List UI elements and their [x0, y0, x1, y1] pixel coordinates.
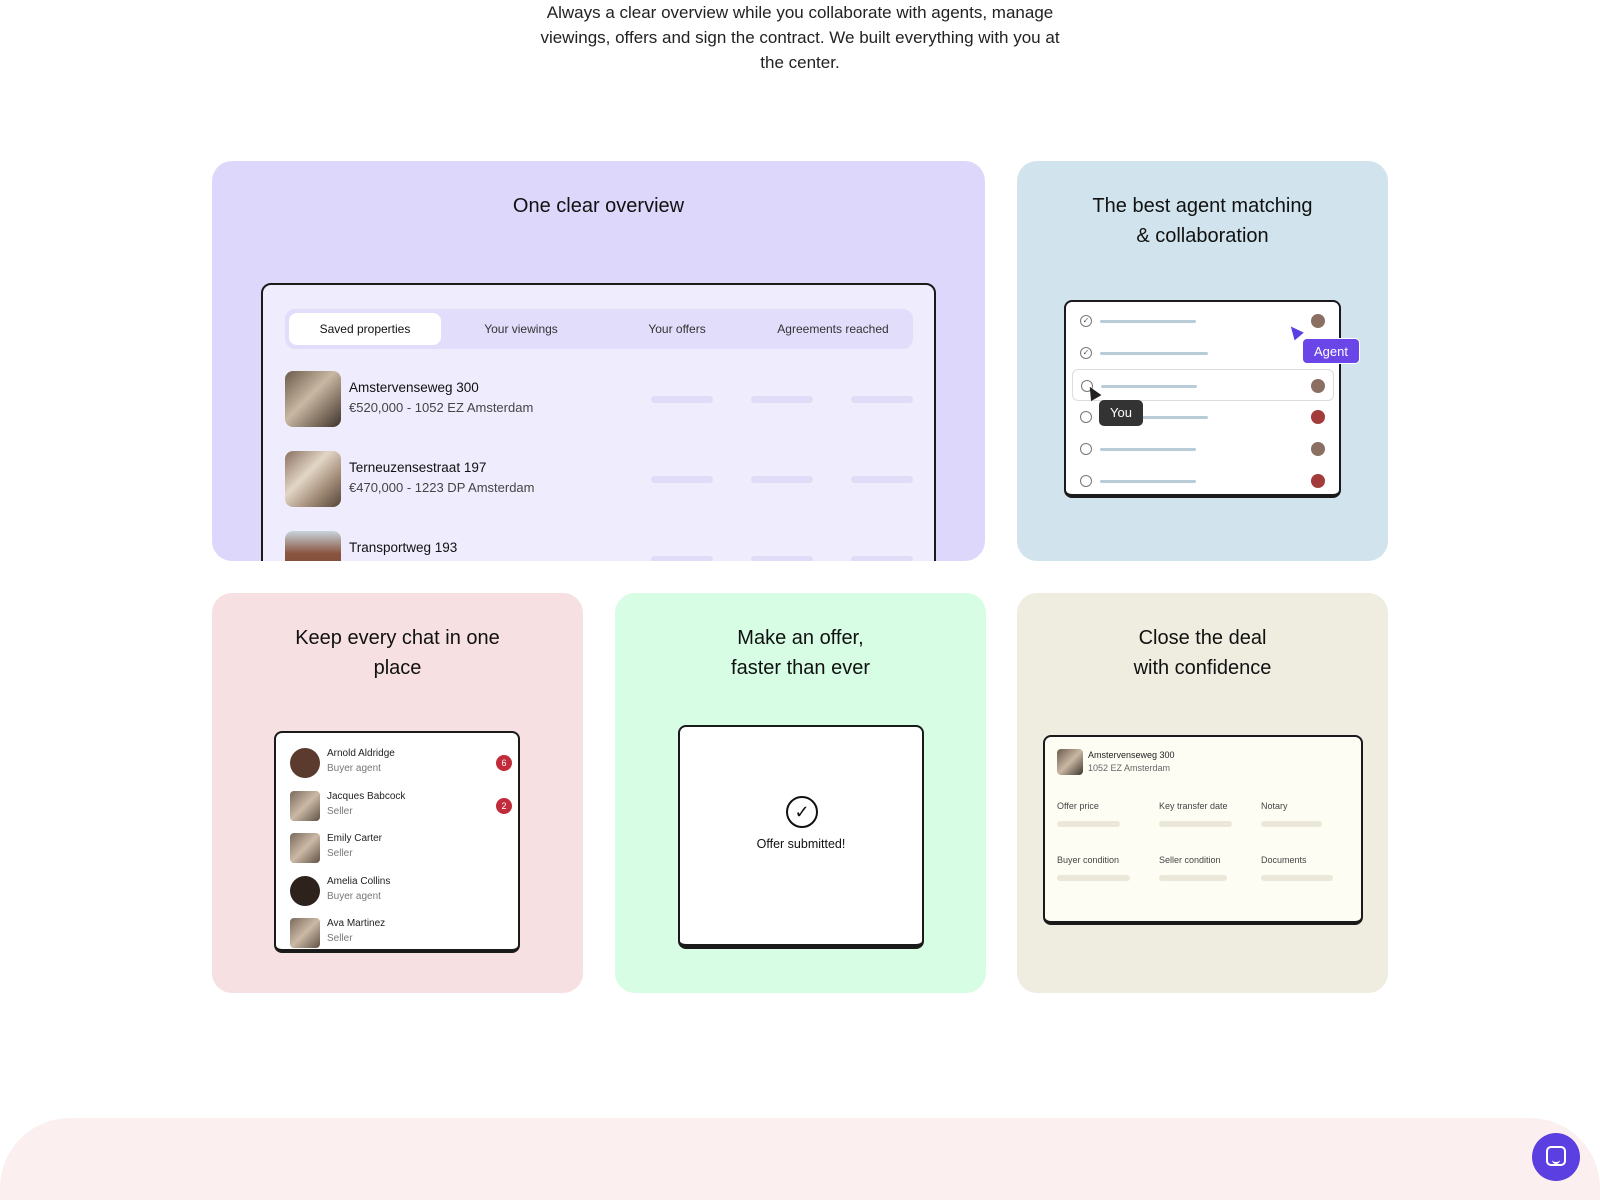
- offer-panel: [678, 725, 924, 949]
- placeholder-bar: [1159, 875, 1227, 881]
- placeholder-bar: [651, 476, 713, 483]
- field-seller-condition: Seller condition: [1159, 855, 1221, 865]
- property-name: Amstervenseweg 300: [349, 380, 479, 395]
- placeholder-bar: [851, 396, 913, 403]
- agent-title-line-2: & collaboration: [1136, 225, 1269, 247]
- placeholder-bar: [851, 476, 913, 483]
- check-circle-icon: ✓: [786, 796, 818, 828]
- placeholder-bar: [1057, 821, 1120, 827]
- offer-status: Offer submitted!: [756, 837, 846, 851]
- contact-name: Ava Martinez: [327, 918, 386, 929]
- task-line: [1100, 320, 1196, 323]
- placeholder-bar: [1057, 875, 1130, 881]
- avatar: [1311, 442, 1325, 456]
- unread-badge: 2: [496, 798, 512, 814]
- chat-item[interactable]: [290, 915, 512, 949]
- placeholder-bar: [1261, 875, 1333, 881]
- contact-name: Arnold Aldridge: [327, 748, 395, 759]
- property-photo: [1057, 749, 1083, 775]
- contact-name: Emily Carter: [327, 833, 383, 844]
- field-buyer-condition: Buyer condition: [1057, 855, 1120, 865]
- deal-title-line-1: Close the deal: [1138, 627, 1267, 649]
- check-circle-icon: ✓: [1080, 347, 1092, 359]
- task-row-highlighted[interactable]: [1072, 369, 1334, 401]
- chat-list: [274, 731, 520, 953]
- avatar: [290, 876, 320, 906]
- deal-card: [1017, 593, 1388, 993]
- property-row[interactable]: [285, 451, 913, 507]
- empty-circle-icon: [1080, 443, 1092, 455]
- contact-role: Buyer agent: [327, 763, 381, 774]
- property-meta: €470,000 - 1223 DP Amsterdam: [349, 480, 535, 495]
- task-row[interactable]: [1066, 465, 1339, 497]
- intro-line-3: the center.: [760, 53, 840, 72]
- property-photo: [285, 451, 341, 507]
- chat-item[interactable]: [290, 873, 512, 907]
- agent-matching-card: [1017, 161, 1388, 561]
- property-row[interactable]: [285, 531, 913, 561]
- overview-tabs: [285, 309, 913, 349]
- avatar: [1311, 314, 1325, 328]
- chat-bubble-icon: [1546, 1146, 1566, 1166]
- contact-role: Seller: [327, 806, 353, 817]
- empty-circle-icon: [1080, 411, 1092, 423]
- property-row[interactable]: [285, 371, 913, 427]
- chat-item[interactable]: [290, 830, 512, 864]
- property-name: Transportweg 193: [349, 540, 458, 555]
- field-key-transfer-date: Key transfer date: [1159, 801, 1228, 811]
- avatar: [290, 833, 320, 863]
- task-row[interactable]: [1066, 337, 1339, 369]
- placeholder-bar: [751, 476, 813, 483]
- agent-title-line-1: The best agent matching: [1092, 195, 1313, 217]
- property-photo: [285, 531, 341, 561]
- field-documents: Documents: [1261, 855, 1307, 865]
- agent-tag: Agent: [1302, 338, 1360, 364]
- bottom-section: [0, 1118, 1600, 1200]
- avatar: [1311, 474, 1325, 488]
- agent-title: [1017, 191, 1388, 251]
- field-notary: Notary: [1261, 801, 1288, 811]
- placeholder-bar: [651, 556, 713, 561]
- overview-card: [212, 161, 985, 561]
- deal-title: [1017, 623, 1388, 683]
- chat-item[interactable]: [290, 745, 512, 779]
- contact-role: Seller: [327, 848, 353, 859]
- offer-title: [615, 623, 986, 683]
- placeholder-bar: [651, 396, 713, 403]
- avatar: [1311, 410, 1325, 424]
- placeholder-bar: [751, 396, 813, 403]
- overview-window: [261, 283, 936, 561]
- intro-text: [500, 0, 1100, 75]
- offer-title-line-2: faster than ever: [731, 657, 870, 679]
- deal-panel: [1043, 735, 1363, 925]
- placeholder-bar: [1261, 821, 1322, 827]
- avatar: [290, 748, 320, 778]
- deal-address: Amstervenseweg 300: [1088, 750, 1175, 760]
- intro-line-1: Always a clear overview while you collaborate with agents, manage: [546, 3, 1054, 22]
- contact-name: Jacques Babcock: [327, 791, 406, 802]
- chat-card: [212, 593, 583, 993]
- task-line: [1100, 480, 1196, 483]
- tab-agreements-reached[interactable]: Agreements reached: [777, 322, 889, 336]
- avatar: [290, 918, 320, 948]
- avatar: [1311, 379, 1325, 393]
- property-name: Terneuzensestraat 197: [349, 460, 487, 475]
- offer-card: [615, 593, 986, 993]
- tab-your-offers[interactable]: Your offers: [648, 322, 706, 336]
- offer-title-line-1: Make an offer,: [737, 627, 864, 649]
- task-row[interactable]: [1066, 433, 1339, 465]
- overview-title: One clear overview: [512, 195, 685, 217]
- tab-saved-properties[interactable]: Saved properties: [289, 313, 441, 345]
- contact-role: Seller: [327, 933, 353, 944]
- placeholder-bar: [851, 556, 913, 561]
- property-photo: [285, 371, 341, 427]
- intro-line-2: viewings, offers and sign the contract. We built everything with you at: [540, 28, 1060, 47]
- task-line: [1100, 448, 1196, 451]
- placeholder-bar: [751, 556, 813, 561]
- chat-title: Keep every chat in one place: [295, 627, 500, 679]
- task-line: [1101, 385, 1197, 388]
- deal-zip: 1052 EZ Amsterdam: [1088, 763, 1171, 773]
- deal-title-line-2: with confidence: [1133, 657, 1272, 679]
- unread-badge: 6: [496, 755, 512, 771]
- empty-circle-icon: [1080, 475, 1092, 487]
- contact-name: Amelia Collins: [327, 876, 391, 887]
- support-chat-button[interactable]: [1532, 1133, 1580, 1181]
- avatar: [290, 791, 320, 821]
- task-line: [1100, 352, 1208, 355]
- chat-item[interactable]: [290, 788, 512, 822]
- property-meta: €520,000 - 1052 EZ Amsterdam: [349, 400, 534, 415]
- placeholder-bar: [1159, 821, 1232, 827]
- tab-your-viewings[interactable]: Your viewings: [484, 322, 558, 336]
- check-circle-icon: ✓: [1080, 315, 1092, 327]
- you-tag: You: [1099, 400, 1143, 426]
- field-offer-price: Offer price: [1057, 801, 1099, 811]
- contact-role: Buyer agent: [327, 891, 381, 902]
